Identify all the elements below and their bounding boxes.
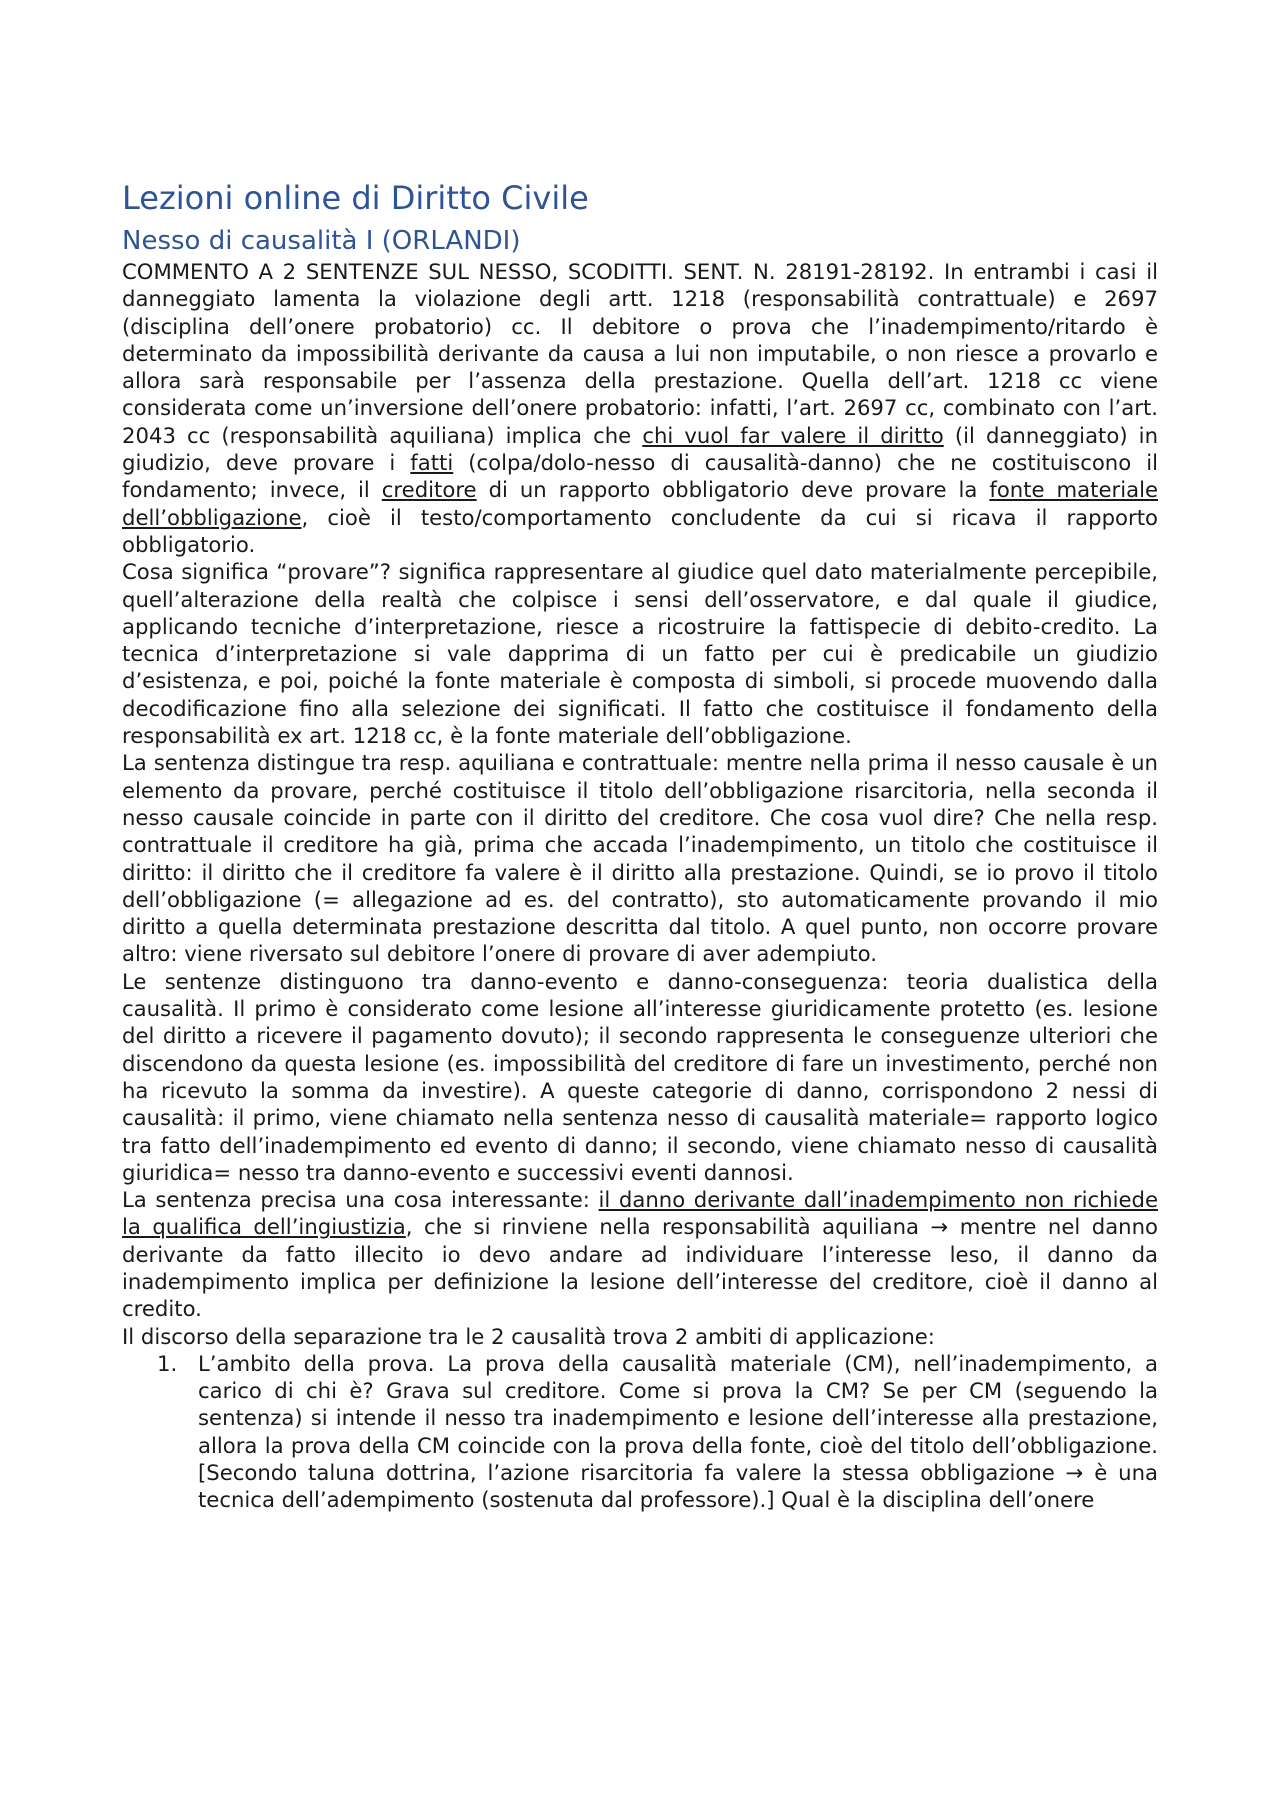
text-segment: L’ambito della prova. La prova della causalità materiale (CM), nell’inadempimento, a carico di chi è? Grava sul creditore. Come si prova la CM? Se per CM (seguendo la sentenza) si intende il nesso tra inadempimento e lesione dell’interesse alla prestazione, allora la prova della CM coincide con la prova della fonte, cioè del titolo dell’obbligazione. [Secondo taluna dottrina, l’azione risarcitoria fa valere la stessa obbligazione bbox=[198, 1350, 1158, 1486]
text-segment: Cosa significa “provare”? significa rappresentare al giudice quel dato materialmente percepibile, quell’alterazione della realtà che colpisce i sensi dell’osservatore, e dal quale il giudice, applicando tecniche d’interpretazione, riesce a ricostruire la fattispecie di debito-credito. La tecnica d’interpretazione si vale dapprima di un fatto per cui è predicabile un giudizio d’esistenza, e poi, poiché la fonte materiale è composta di simboli, si procede muovendo dalla decodificazione fino alla selezione dei significati. Il fatto che costituisce il fondamento della responsabilità ex art. 1218 cc, è la fonte materiale dell’obbligazione. bbox=[122, 559, 1158, 749]
document-page bbox=[122, 176, 1158, 1514]
paragraph bbox=[122, 1323, 1158, 1350]
underlined-text: creditore bbox=[381, 477, 477, 503]
underlined-text: il danno derivante dall’inadempimento non richiede la qualifica dell’ingiustizia bbox=[122, 1187, 1158, 1240]
text-segment: di un rapporto obbligatorio deve provare la bbox=[476, 477, 990, 503]
list-item bbox=[157, 1350, 1158, 1514]
paragraph bbox=[122, 558, 1158, 749]
underlined-text: fatti bbox=[410, 450, 454, 476]
paragraph bbox=[122, 749, 1158, 967]
text-segment: (il danneggiato) in giudizio, deve provare i bbox=[122, 422, 1158, 476]
text-segment: è una tecnica dell’adempimento (sostenuta dal professore).] Qual è la disciplina dell’onere bbox=[198, 1460, 1158, 1513]
underlined-text: chi vuol far valere il diritto bbox=[642, 422, 944, 448]
right-arrow-icon: → bbox=[1065, 1460, 1084, 1486]
underlined-text: fonte materiale dell’obbligazione bbox=[122, 477, 1158, 530]
right-arrow-icon: → bbox=[930, 1214, 949, 1240]
document-title: Lezioni online di Diritto Civile bbox=[122, 179, 589, 217]
body-text bbox=[122, 258, 1158, 1350]
text-segment: COMMENTO A 2 SENTENZE SUL NESSO, SCODITTI. SENT. N. 28191-28192. In entrambi i casi il danneggiato lamenta la violazione degli artt. 1218 (responsabilità contrattuale) e 2697 (disciplina dell’onere probatorio) cc. Il debitore o prova che l’inadempimento/ritardo è determinato da impossibilità derivante da causa a lui non imputabile, o non riesce a provarlo e allora sarà responsabile per l’assenza della prestazione. Quella dell’art. 1218 cc viene considerata come un’inversione dell’onere probatorio: infatti, l’art. 2697 cc, combinato con l’art. 2043 cc (responsabilità aquiliana) implica che bbox=[122, 259, 1158, 448]
text-segment: , che si rinviene nella responsabilità aquiliana bbox=[405, 1214, 931, 1240]
text-segment: mentre nel danno derivante da fatto illecito io devo andare ad individuare l’interesse leso, il danno da inadempimento implica per definizione la lesione dell’interesse del creditore, cioè il danno al credito. bbox=[122, 1214, 1159, 1322]
numbered-list bbox=[122, 1350, 1158, 1514]
text-segment: Il discorso della separazione tra le 2 causalità trova 2 ambiti di applicazione: bbox=[122, 1323, 935, 1349]
paragraph bbox=[122, 968, 1158, 1186]
paragraph bbox=[122, 1186, 1158, 1322]
text-segment: , cioè il testo/comportamento concludente da cui si ricava il rapporto obbligatorio. bbox=[122, 504, 1158, 557]
text-segment: La sentenza distingue tra resp. aquiliana e contrattuale: mentre nella prima il nesso causale è un elemento da provare, perché costituisce il titolo dell’obbligazione risarcitoria, nella seconda il nesso causale coincide in parte con il diritto del creditore. Che cosa vuol dire? Che nella resp. contrattuale il creditore ha già, prima che accada l’inadempimento, un titolo che costituisce il diritto: il diritto che il creditore fa valere è il diritto alla prestazione. Quindi, se io provo il titolo dell’obbligazione (= allegazione ad es. del contratto), sto automaticamente provando il mio diritto a quella determinata prestazione descritta dal titolo. A quel punto, non occorre provare altro: viene riversato sul debitore l’onere di provare di aver adempiuto. bbox=[122, 750, 1158, 967]
document-subtitle: Nesso di causalità I (ORLANDI) bbox=[122, 226, 521, 256]
text-segment: (colpa/dolo-nesso di causalità-danno) che ne costituiscono il fondamento; invece, il bbox=[122, 450, 1158, 503]
text-segment: La sentenza precisa una cosa interessante: bbox=[122, 1187, 599, 1213]
paragraph bbox=[122, 258, 1158, 558]
list-item-number: 1. bbox=[157, 1350, 178, 1376]
text-segment: Le sentenze distinguono tra danno-evento e danno-conseguenza: teoria dualistica della causalità. Il primo è considerato come lesione all’interesse giuridicamente protetto (es. lesione del diritto a ricevere il pagamento dovuto); il secondo rappresenta le conseguenze ulteriori che discendono da questa lesione (es. impossibilità del creditore di fare un investimento, perché non ha ricevuto la somma da investire). A queste categorie di danno, corrispondono 2 nessi di causalità: il primo, viene chiamato nella sentenza nesso di causalità materiale= rapporto logico tra fatto dell’inadempimento ed evento di danno; il secondo, viene chiamato nesso di causalità giuridica= nesso tra danno-evento e successivi eventi dannosi. bbox=[122, 968, 1158, 1185]
